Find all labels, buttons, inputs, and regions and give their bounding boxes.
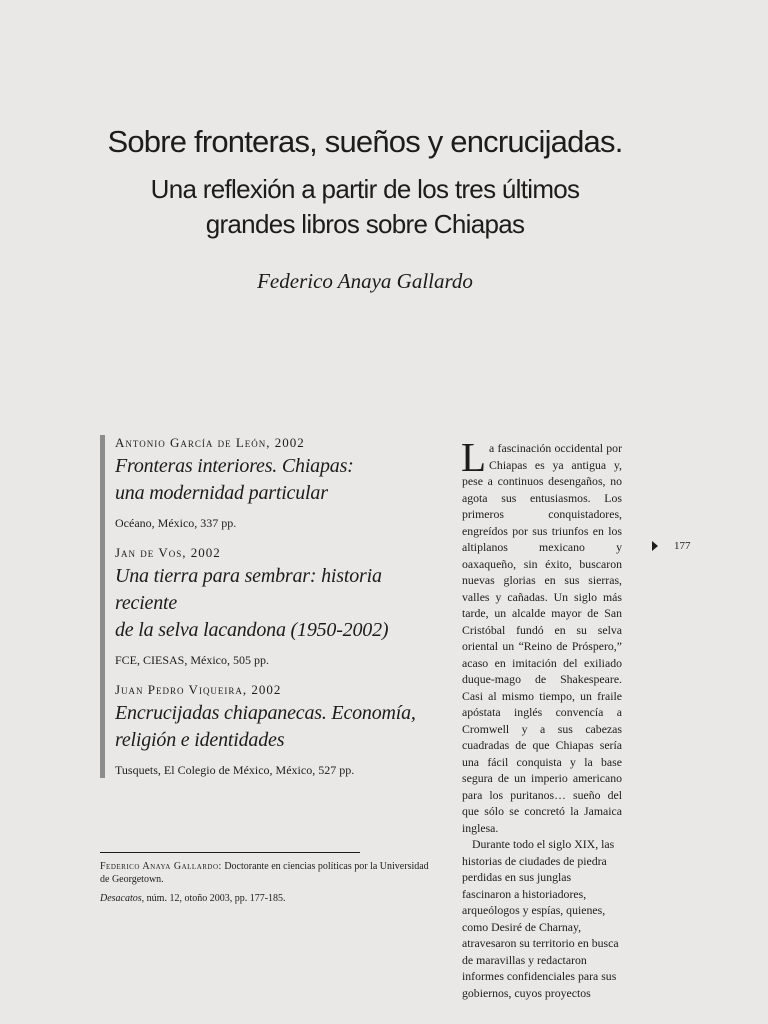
article-subtitle [0,172,730,242]
book-publisher: FCE, CIESAS, México, 505 pp. [115,653,270,667]
citation-details: , núm. 12, otoño 2003, pp. 177-185. [141,893,286,904]
book-title-line: Fronteras interiores. Chiapas: [115,455,354,477]
book-title [115,563,425,644]
book-entry [115,682,425,778]
drop-cap: L [461,434,487,480]
book-title-line: una modernidad particular [115,482,328,504]
journal-citation [100,892,430,905]
footnote-divider [100,852,360,853]
book-title [115,453,425,507]
footnote-author-name: Federico Anaya Gallardo: [100,861,222,872]
book-author: Jan de Vos, 2002 [115,545,221,560]
page-number: 177 [674,540,691,552]
footnote-text: Doctorante en ciencias políticas por la Universidad de Georgetown. [100,861,429,885]
body-text-column [461,434,622,1001]
book-entry [115,435,425,531]
book-title-line: Una tierra para sembrar: historia reciente [115,565,382,614]
book-author: Juan Pedro Viqueira, 2002 [115,682,282,697]
page-marker [652,538,691,554]
journal-name: Desacatos [100,893,142,904]
subtitle-line-1: Una reflexión a partir de los tres últimos [150,174,580,204]
body-paragraph: Durante todo el siglo XIX, las historias de ciudades de piedra perdidas en sus junglas fascinaron a historiadores, arqueólogos y espías, quienes, como Desiré de Charnay, atravesaron su territorio en busca de maravillas y redactaron informes confidenciales para sus gobiernos, cuyos proyectos [462,837,619,1000]
author-footnote [100,860,430,886]
article-author: Federico Anaya Gallardo [257,269,473,293]
book-author: Antonio García de León, 2002 [115,435,305,450]
triangle-marker-icon [652,541,658,551]
book-title-line: religión e identidades [115,729,285,751]
book-publisher: Océano, México, 337 pp. [115,516,237,530]
subtitle-line-2: grandes libros sobre Chiapas [205,209,525,239]
paragraph-text: a fascinación occidental por Chiapas es ya antigua y, pese a continuos desengaños, no agota sus entusiasmos. Los primeros conquistadores, engreídos por sus triunfos en los altiplanos mexicano y oaxaqueño, sin éxito, buscaron nuevas glorias en sus sierras, valles y cañadas. Un siglo más tarde, un alcalde mayor de San Cristóbal fundó en su selva oriental un “Reino de Próspero,” acaso en imitación del exiliado duque-mago de Shakespeare. Casi al mismo tiempo, un fraile apóstata inglés convencía a Cromwell y a sus cabezas cuadradas de que Chiapas sería una fácil conquista y la base segura de un imperio americano para los puritanos… sueño del que sólo se concretó la Jamaica inglesa. [462,441,622,835]
book-entry [115,545,425,668]
book-title-line: Encrucijadas chiapanecas. Economía, [115,702,416,724]
book-title-line: de la selva lacandona (1950-2002) [115,619,389,641]
book-title [115,700,425,754]
book-publisher: Tusquets, El Colegio de México, México, 527 pp. [115,763,355,777]
body-paragraph [461,434,622,836]
reviewed-books-list [100,435,425,778]
article-title: Sobre fronteras, sueños y encrucijadas. [107,124,623,159]
